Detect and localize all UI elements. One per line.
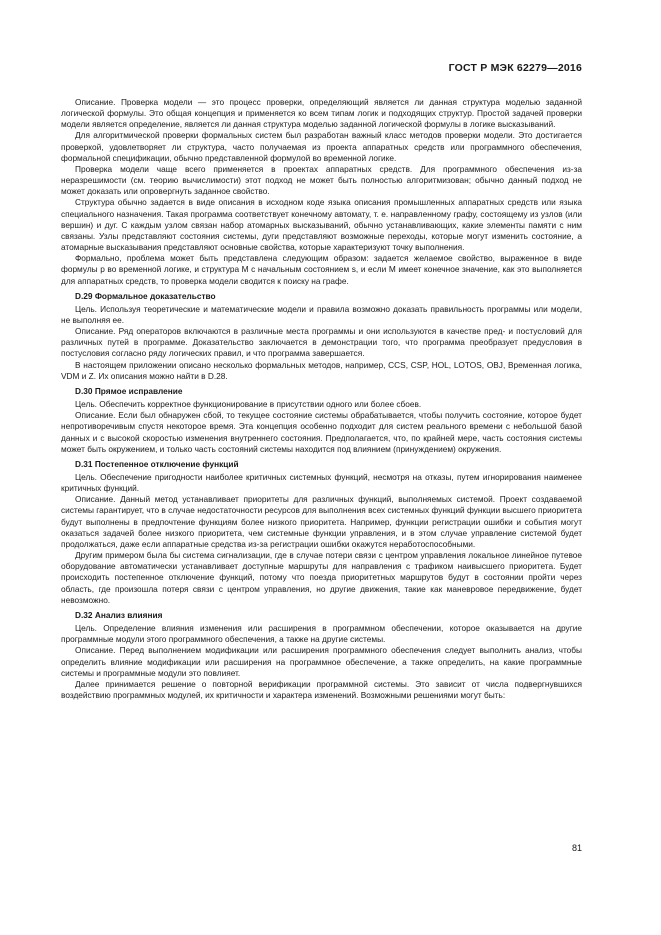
paragraph: Другим примером была бы система сигнализации, где в случае потери связи с центром управления локальное линейное путевое оборудование автоматически устанавливает доступные маршруты для направления с трафиком наивысшего приоритета. Будет происходить постепенное отключение функций, потому что поезда приоритетных маршрутов будут в состоянии пройти через область, где произошла потеря связи с центром управления, но другие движения, такие как маневровое передвижение, будет невозможно. <box>61 550 582 605</box>
paragraph: Описание. Если был обнаружен сбой, то текущее состояние системы обрабатывается, чтобы получить состояние, которое будет непротиворечивым спустя некоторое время. Эта концепция особенно подходит для систем реального времени с небольшой базой данных и с высокой скоростью изменения внутреннего состояния. Предполагается, что, по крайней мере, часть состояния системы может быть окружением, и только часть состояний системы находится под влиянием (принуждением) окружения. <box>61 410 582 454</box>
paragraph: Цель. Обеспечить корректное функционирование в присутствии одного или более сбоев. <box>75 399 422 410</box>
paragraph: Цель. Обеспечение пригодности наиболее критичных системных функций, несмотря на отказы, путем игнорирования наименее критичных функций. <box>61 472 582 494</box>
document-body <box>61 97 582 701</box>
paragraph: Для алгоритмической проверки формальных систем был разработан важный класс методов проверки модели. Это достигается проверкой, удовлетворяет ли структура, часто получаемая из проекта аппаратных средств или программного обеспечения, формальной спецификации, обычно представленной формулой во временной логике. <box>61 130 582 163</box>
paragraph: Описание. Проверка модели — это процесс проверки, определяющий является ли данная структура моделью заданной логической формулы. Это общая концепция и применяется ко всем типам логик и подходящих структур. Простой задачей проверки модели является определение, является ли данная структура моделью заданной логической формулы в логике высказываний. <box>61 97 582 130</box>
paragraph: Описание. Данный метод устанавливает приоритеты для различных функций, выполняемых системой. Проект создаваемой системы гарантирует, что в случае недостаточности ресурсов для выполнения всех системных функций функции высшего приоритета будут выполнены в предпочтение функциям более низкого приоритета. Например, функции регистрации ошибки и события могут оказаться задачей более низкого приоритета, чем системные функции управления, и в этом случае управление системой будет продолжаться, даже если аппаратные средства из-за регистрации ошибки окажутся неработоспособными. <box>61 494 582 549</box>
paragraph: Цель. Определение влияния изменения или расширения в программном обеспечении, которое оказывается на другие программные модули этого программного обеспечения, а также на другие системы. <box>61 623 582 645</box>
paragraph: Описание. Ряд операторов включаются в различные места программы и они используются в качестве пред- и постусловий для различных путей в программе. Доказательство заключается в демонстрации того, что программа преобразует предусловия в постусловия согласно ряду логических правил, и что программа завершается. <box>61 326 582 359</box>
standard-header: ГОСТ Р МЭК 62279—2016 <box>448 62 582 74</box>
paragraph: Далее принимается решение о повторной верификации программной системы. Это зависит от числа подвергнувшихся воздействию программных модулей, их критичности и характера изменений. Возможными решениями могут быть: <box>61 678 582 700</box>
paragraph: Описание. Перед выполнением модификации или расширения программного обеспечения следует выполнить анализ, чтобы определить влияние модификации или расширения на программное обеспечение, а также определить, на какие программные системы и программные модули это повлияет. <box>61 645 582 678</box>
section-heading-d30: D.30 Прямое исправление <box>75 385 183 396</box>
page-number: 81 <box>571 843 582 853</box>
paragraph: Структура обычно задается в виде описания в исходном коде языка описания промышленных аппаратных средств или языка специального назначения. Такая программа соответствует конечному автомату, т. е. направленному графу, состоящему из узлов (или вершин) и дуг. С каждым узлом связан набор атомарных высказываний, обычно устанавливающих, какие элементы памяти с ним связаны. Узлы представляют состояния системы, дуги представляют возможные переходы, которые могут изменить состояние, а атомарные высказывания представляют основные свойства, которые характеризуют точку выполнения. <box>61 197 582 253</box>
paragraph: В настоящем приложении описано несколько формальных методов, например, CCS, CSP, HOL, LOTOS, OBJ, Временная логика, VDM и Z. Их описания можно найти в D.28. <box>61 359 582 381</box>
paragraph: Формально, проблема может быть представлена следующим образом: задается желаемое свойство, выраженное в виде формулы p во временной логике, и структура M с начальным состоянием s, и если M имеет конечное значение, как это выполняется для аппаратных средств, то проверка модели сводится к поиску на графе. <box>61 253 582 286</box>
paragraph: Проверка модели чаще всего применяется в проектах аппаратных средств. Для программного обеспечения из-за неразрешимости (см. теорию вычислимости) этот подход не может быть полностью алгоритмизован; обычно данный подход не может доказать или опровергнуть заданное свойство. <box>61 163 582 197</box>
paragraph: Цель. Используя теоретические и математические модели и правила возможно доказать правильность программы или модели, не выполняя ее. <box>61 303 582 325</box>
section-heading-d31: D.31 Постепенное отключение функций <box>75 458 239 469</box>
section-heading-d29: D.29 Формальное доказательство <box>75 290 216 301</box>
section-heading-d32: D.32 Анализ влияния <box>75 609 163 620</box>
